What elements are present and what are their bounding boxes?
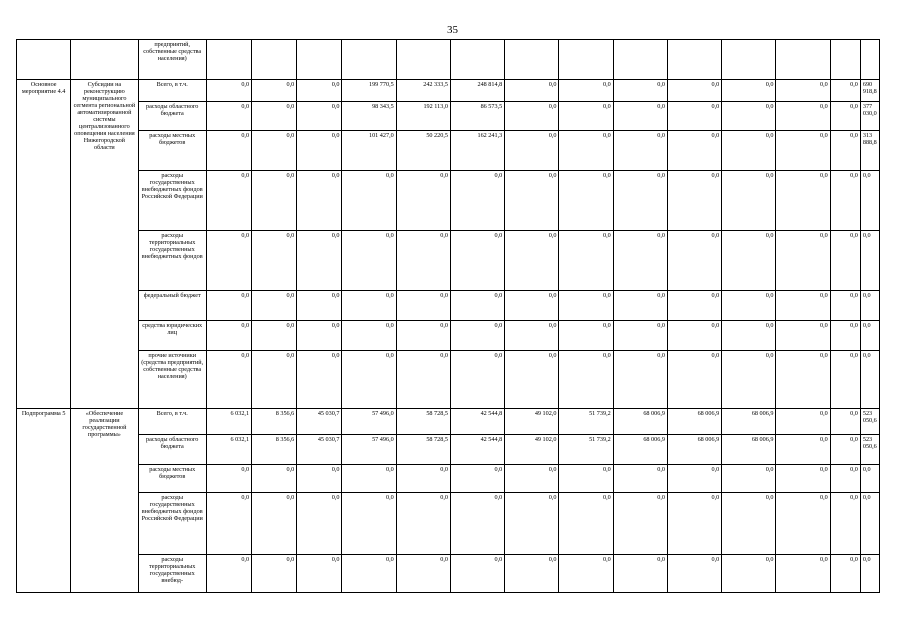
value-cell: 0,0: [342, 231, 396, 291]
value-cell: [667, 40, 721, 80]
value-cell: 0,0: [667, 321, 721, 351]
value-cell: 0,0: [667, 80, 721, 102]
value-cell: 0,0: [613, 493, 667, 555]
value-cell: 0,0: [450, 351, 504, 409]
value-cell: 0,0: [505, 80, 559, 102]
value-cell: 0,0: [613, 231, 667, 291]
value-cell: 0,0: [342, 321, 396, 351]
value-cell: 0,0: [450, 231, 504, 291]
value-cell: 0,0: [830, 465, 860, 493]
value-cell: 0,0: [297, 291, 342, 321]
value-cell: 0,0: [559, 321, 613, 351]
value-cell: 0,0: [613, 171, 667, 231]
value-cell: 0,0: [450, 291, 504, 321]
activity-cell: Основное мероприятие 4.4: [17, 80, 71, 409]
value-cell: 0,0: [776, 131, 830, 171]
value-cell: 57 496,0: [342, 435, 396, 465]
value-cell: 0,0: [667, 231, 721, 291]
total-cell: [860, 40, 879, 80]
value-cell: 0,0: [613, 291, 667, 321]
value-cell: 50 220,5: [396, 131, 450, 171]
value-cell: 0,0: [396, 171, 450, 231]
value-cell: 57 496,0: [342, 409, 396, 435]
value-cell: 6 032,1: [206, 435, 251, 465]
value-cell: 0,0: [667, 102, 721, 131]
table-row: [17, 555, 880, 593]
value-cell: 0,0: [776, 80, 830, 102]
value-cell: 0,0: [559, 493, 613, 555]
value-cell: 0,0: [505, 231, 559, 291]
value-cell: 45 030,7: [297, 435, 342, 465]
value-cell: 6 032,1: [206, 409, 251, 435]
value-cell: 0,0: [396, 291, 450, 321]
activity-cell: Подпрограмма 5: [17, 409, 71, 593]
value-cell: 0,0: [450, 555, 504, 593]
value-cell: 0,0: [297, 131, 342, 171]
value-cell: 0,0: [776, 321, 830, 351]
total-cell: 0,0: [860, 321, 879, 351]
value-cell: 0,0: [559, 555, 613, 593]
value-cell: 58 728,5: [396, 435, 450, 465]
total-cell: 0,0: [860, 171, 879, 231]
value-cell: 0,0: [206, 171, 251, 231]
value-cell: 0,0: [667, 291, 721, 321]
total-cell: 0,0: [860, 291, 879, 321]
value-cell: 98 343,5: [342, 102, 396, 131]
value-cell: 68 006,9: [613, 409, 667, 435]
value-cell: 0,0: [830, 171, 860, 231]
funding-source-label: расходы областного бюджета: [138, 102, 206, 131]
value-cell: 0,0: [722, 291, 776, 321]
table-row: [17, 231, 880, 291]
value-cell: 0,0: [450, 171, 504, 231]
total-cell: 690 918,8: [860, 80, 879, 102]
value-cell: 0,0: [252, 555, 297, 593]
value-cell: [776, 40, 830, 80]
table-row: [17, 131, 880, 171]
value-cell: 0,0: [297, 102, 342, 131]
value-cell: 0,0: [667, 171, 721, 231]
funding-source-label: прочие источники (средства предприятий, собственные средства населения): [138, 351, 206, 409]
value-cell: [559, 40, 613, 80]
value-cell: 0,0: [776, 409, 830, 435]
total-cell: 377 030,0: [860, 102, 879, 131]
value-cell: 0,0: [776, 435, 830, 465]
value-cell: 0,0: [667, 131, 721, 171]
value-cell: 8 356,6: [252, 409, 297, 435]
value-cell: 0,0: [342, 171, 396, 231]
table-row: [17, 435, 880, 465]
total-cell: 0,0: [860, 351, 879, 409]
value-cell: 0,0: [505, 291, 559, 321]
value-cell: 0,0: [252, 102, 297, 131]
value-cell: 49 102,0: [505, 435, 559, 465]
activity-cell: [17, 40, 71, 80]
value-cell: 0,0: [505, 555, 559, 593]
value-cell: 0,0: [252, 291, 297, 321]
value-cell: 0,0: [776, 102, 830, 131]
funding-source-label: средства юридических лиц: [138, 321, 206, 351]
value-cell: [342, 40, 396, 80]
value-cell: 0,0: [505, 465, 559, 493]
funding-source-label: расходы местных бюджетов: [138, 131, 206, 171]
value-cell: 68 006,9: [722, 435, 776, 465]
funding-source-label: Всего, в т.ч.: [138, 409, 206, 435]
funding-source-label: расходы местных бюджетов: [138, 465, 206, 493]
value-cell: 0,0: [776, 555, 830, 593]
funding-source-label: расходы государственных внебюджетных фондов Российской Федерации: [138, 171, 206, 231]
total-cell: 523 050,6: [860, 409, 879, 435]
table-row: [17, 493, 880, 555]
value-cell: 0,0: [722, 231, 776, 291]
value-cell: 0,0: [206, 231, 251, 291]
value-cell: [450, 40, 504, 80]
value-cell: [206, 40, 251, 80]
value-cell: 0,0: [450, 493, 504, 555]
description-cell: «Обеспечение реализации государственной программы»: [71, 409, 138, 593]
value-cell: 8 356,6: [252, 435, 297, 465]
value-cell: 0,0: [559, 102, 613, 131]
value-cell: 242 333,5: [396, 80, 450, 102]
value-cell: 0,0: [505, 351, 559, 409]
value-cell: 51 739,2: [559, 435, 613, 465]
value-cell: 0,0: [613, 80, 667, 102]
value-cell: 0,0: [613, 351, 667, 409]
value-cell: [830, 40, 860, 80]
value-cell: 0,0: [252, 351, 297, 409]
value-cell: 248 814,8: [450, 80, 504, 102]
value-cell: [396, 40, 450, 80]
description-cell: [71, 40, 138, 80]
value-cell: 0,0: [776, 351, 830, 409]
value-cell: 0,0: [830, 131, 860, 171]
value-cell: 0,0: [722, 465, 776, 493]
value-cell: 0,0: [206, 555, 251, 593]
total-cell: 0,0: [860, 555, 879, 593]
value-cell: 0,0: [342, 351, 396, 409]
value-cell: 0,0: [396, 555, 450, 593]
value-cell: 0,0: [559, 231, 613, 291]
value-cell: 0,0: [206, 351, 251, 409]
value-cell: 0,0: [722, 131, 776, 171]
page-number: 35: [447, 24, 458, 36]
value-cell: 0,0: [559, 80, 613, 102]
value-cell: [505, 40, 559, 80]
value-cell: 0,0: [396, 231, 450, 291]
value-cell: 0,0: [297, 465, 342, 493]
value-cell: 0,0: [297, 555, 342, 593]
value-cell: 0,0: [559, 131, 613, 171]
value-cell: 0,0: [297, 80, 342, 102]
value-cell: 0,0: [559, 465, 613, 493]
value-cell: 86 573,5: [450, 102, 504, 131]
value-cell: 0,0: [342, 465, 396, 493]
value-cell: 0,0: [722, 555, 776, 593]
value-cell: 0,0: [505, 102, 559, 131]
value-cell: [613, 40, 667, 80]
value-cell: 0,0: [667, 351, 721, 409]
value-cell: 0,0: [396, 493, 450, 555]
value-cell: 0,0: [505, 493, 559, 555]
value-cell: 0,0: [830, 291, 860, 321]
value-cell: 0,0: [450, 321, 504, 351]
value-cell: 0,0: [505, 131, 559, 171]
value-cell: 199 770,5: [342, 80, 396, 102]
value-cell: 0,0: [206, 80, 251, 102]
value-cell: 0,0: [830, 102, 860, 131]
funding-source-label: предприятий, собственные средства населения): [138, 40, 206, 80]
value-cell: 0,0: [297, 171, 342, 231]
value-cell: 0,0: [830, 80, 860, 102]
table-row: [17, 321, 880, 351]
funding-source-label: федеральный бюджет: [138, 291, 206, 321]
value-cell: 0,0: [776, 493, 830, 555]
value-cell: 0,0: [252, 131, 297, 171]
value-cell: 51 739,2: [559, 409, 613, 435]
value-cell: 0,0: [206, 493, 251, 555]
value-cell: 0,0: [206, 102, 251, 131]
value-cell: 0,0: [297, 321, 342, 351]
value-cell: 0,0: [450, 465, 504, 493]
total-cell: 523 050,6: [860, 435, 879, 465]
value-cell: 0,0: [342, 291, 396, 321]
value-cell: 45 030,7: [297, 409, 342, 435]
value-cell: 68 006,9: [667, 435, 721, 465]
value-cell: 68 006,9: [722, 409, 776, 435]
value-cell: [297, 40, 342, 80]
total-cell: 313 888,8: [860, 131, 879, 171]
value-cell: 0,0: [206, 465, 251, 493]
value-cell: 0,0: [667, 465, 721, 493]
value-cell: 0,0: [613, 131, 667, 171]
table-row: [17, 291, 880, 321]
value-cell: 0,0: [559, 291, 613, 321]
value-cell: 0,0: [613, 555, 667, 593]
value-cell: 0,0: [667, 555, 721, 593]
value-cell: 0,0: [342, 493, 396, 555]
funding-source-label: расходы территориальных государственных внебюджетных фондов: [138, 231, 206, 291]
value-cell: 0,0: [776, 291, 830, 321]
table-row: [17, 80, 880, 102]
value-cell: 68 006,9: [667, 409, 721, 435]
value-cell: 0,0: [776, 465, 830, 493]
value-cell: 0,0: [252, 80, 297, 102]
value-cell: 0,0: [830, 409, 860, 435]
value-cell: 0,0: [396, 465, 450, 493]
value-cell: 0,0: [297, 351, 342, 409]
value-cell: 0,0: [722, 171, 776, 231]
total-cell: 0,0: [860, 465, 879, 493]
funding-source-label: расходы государственных внебюджетных фондов Российской Федерации: [138, 493, 206, 555]
funding-source-label: расходы областного бюджета: [138, 435, 206, 465]
value-cell: [252, 40, 297, 80]
value-cell: 0,0: [396, 351, 450, 409]
value-cell: 0,0: [613, 321, 667, 351]
total-cell: 0,0: [860, 493, 879, 555]
value-cell: 0,0: [505, 321, 559, 351]
value-cell: 0,0: [613, 102, 667, 131]
value-cell: 49 102,0: [505, 409, 559, 435]
value-cell: [722, 40, 776, 80]
funding-source-label: Всего, в т.ч.: [138, 80, 206, 102]
value-cell: 0,0: [830, 321, 860, 351]
value-cell: 0,0: [559, 171, 613, 231]
value-cell: 101 427,0: [342, 131, 396, 171]
table-row: [17, 171, 880, 231]
value-cell: 0,0: [297, 231, 342, 291]
total-cell: 0,0: [860, 231, 879, 291]
value-cell: 42 544,8: [450, 435, 504, 465]
table-row: [17, 409, 880, 435]
value-cell: 0,0: [559, 351, 613, 409]
value-cell: 0,0: [830, 231, 860, 291]
funding-source-label: расходы территориальных государственных внебюд-: [138, 555, 206, 593]
table-row: [17, 465, 880, 493]
value-cell: 0,0: [613, 465, 667, 493]
value-cell: 0,0: [206, 321, 251, 351]
budget-table: [16, 39, 880, 593]
value-cell: 68 006,9: [613, 435, 667, 465]
value-cell: 0,0: [252, 231, 297, 291]
table-row: [17, 102, 880, 131]
value-cell: 0,0: [667, 493, 721, 555]
value-cell: 0,0: [722, 80, 776, 102]
value-cell: 0,0: [342, 555, 396, 593]
value-cell: 192 113,0: [396, 102, 450, 131]
value-cell: 58 728,5: [396, 409, 450, 435]
value-cell: 0,0: [830, 351, 860, 409]
table-row: [17, 351, 880, 409]
value-cell: 0,0: [206, 131, 251, 171]
value-cell: 0,0: [830, 493, 860, 555]
value-cell: 0,0: [252, 321, 297, 351]
value-cell: 0,0: [830, 435, 860, 465]
value-cell: 162 241,3: [450, 131, 504, 171]
value-cell: 0,0: [252, 465, 297, 493]
value-cell: 0,0: [252, 171, 297, 231]
value-cell: 42 544,8: [450, 409, 504, 435]
value-cell: 0,0: [776, 171, 830, 231]
value-cell: 0,0: [252, 493, 297, 555]
value-cell: 0,0: [830, 555, 860, 593]
table-row: [17, 40, 880, 80]
value-cell: 0,0: [776, 231, 830, 291]
value-cell: 0,0: [206, 291, 251, 321]
value-cell: 0,0: [505, 171, 559, 231]
description-cell: Субсидии на реконструкцию муниципального сегмента региональной автоматизированной системы централизованного оповещения населения Нижегородской области: [71, 80, 138, 409]
value-cell: 0,0: [722, 102, 776, 131]
value-cell: 0,0: [297, 493, 342, 555]
value-cell: 0,0: [396, 321, 450, 351]
value-cell: 0,0: [722, 493, 776, 555]
value-cell: 0,0: [722, 321, 776, 351]
value-cell: 0,0: [722, 351, 776, 409]
